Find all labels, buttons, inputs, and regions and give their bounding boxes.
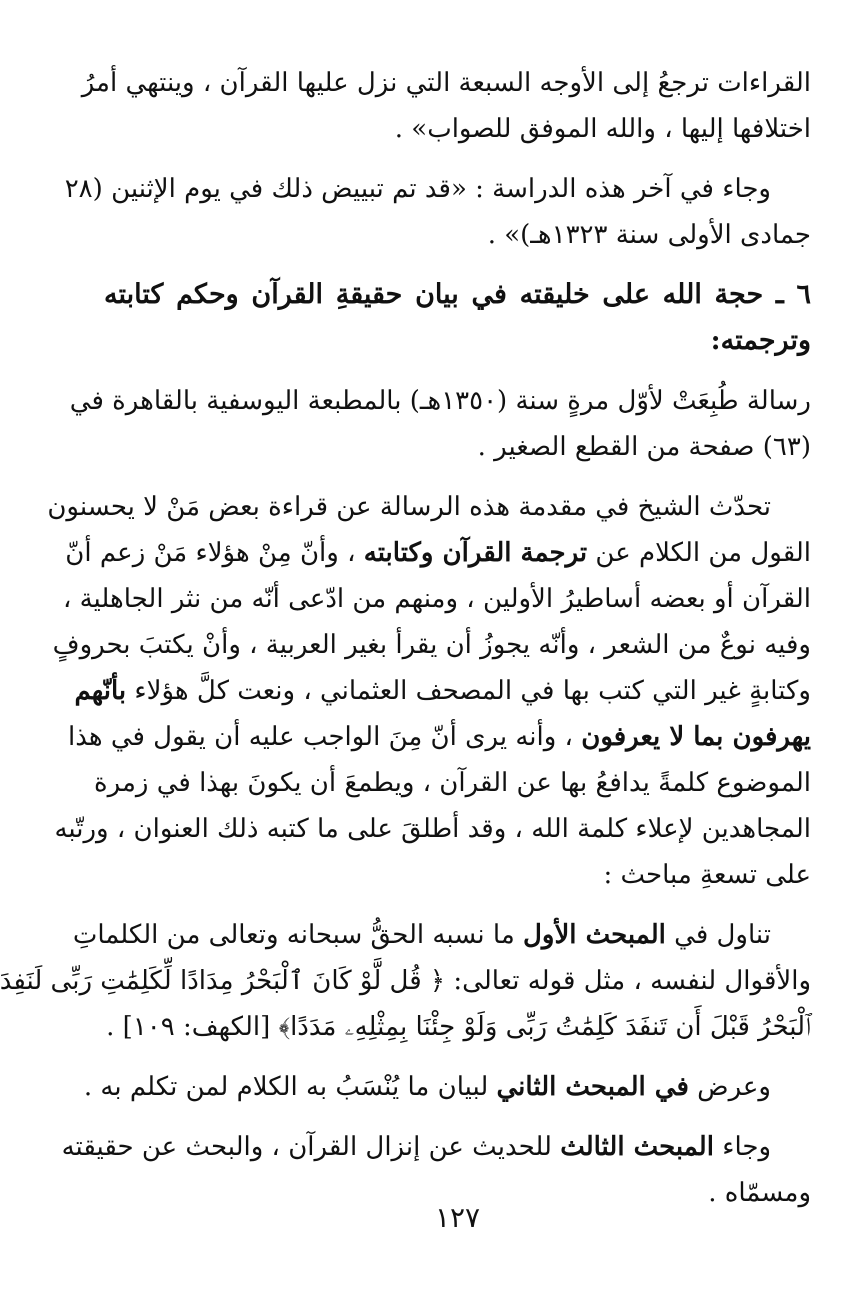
text-line: جمادى الأولى سنة ١٣٢٣هـ)» . <box>487 220 811 250</box>
text-line: على تسعةِ مباحث : <box>603 860 811 890</box>
text-line: رسالة طُبِعَتْ لأوّل مرةٍ سنة (١٣٥٠هـ) بالمطبعة اليوسفية بالقاهرة في <box>69 386 811 416</box>
text-line: وفيه نوعٌ من الشعر ، وأنّه يجوزُ أن يقرأ بغير العربية ، وأنْ يكتبَ بحروفٍ <box>52 630 811 660</box>
text-line: القراءات ترجعُ إلى الأوجه السبعة التي نزل عليها القرآن ، وينتهي أمرُ <box>81 68 811 98</box>
text-run: والأقوال لنفسه ، مثل قوله تعالى: <box>445 966 811 996</box>
text-line: القرآن أو بعضه أساطيرُ الأولين ، ومنهم من ادّعى أنّه من نثر الجاهلية ، <box>62 584 811 614</box>
paragraph-second-topic <box>83 1064 811 1110</box>
paragraph-introduction <box>47 484 811 898</box>
text-run: القول من الكلام عن <box>587 538 811 568</box>
text-run: ما نسبه الحقُّ سبحانه وتعالى من الكلماتِ <box>72 920 524 950</box>
text-line <box>67 714 811 760</box>
text-line <box>83 1064 811 1110</box>
text-line <box>65 530 811 576</box>
text-run: تناول في <box>665 920 771 950</box>
text-line: وجاء في آخر هذه الدراسة : «قد تم تبييض ذلك في يوم الإثنين (٢٨ <box>64 174 771 204</box>
page-number: ١٢٧ <box>434 1201 481 1234</box>
heading-line: ٦ ـ حجة الله على خليقته في بيان حقيقةِ القرآن وحكم كتابته <box>104 279 811 310</box>
text-run: وجاء <box>713 1132 771 1162</box>
bold-phrase: ترجمة القرآن وكتابته <box>363 538 588 568</box>
text-line: المجاهدين لإعلاء كلمة الله ، وقد أطلقَ على ما كتبه ذلك العنوان ، ورتّبه <box>54 814 811 844</box>
text-line <box>72 912 811 958</box>
paragraph-study-date <box>64 166 811 258</box>
bold-phrase: بأنّهم <box>74 676 127 706</box>
paragraph-qiraat-ending <box>81 60 811 152</box>
text-line <box>0 958 811 1004</box>
text-line <box>61 1124 811 1170</box>
paragraph-publication <box>69 378 811 470</box>
text-line: تحدّث الشيخ في مقدمة هذه الرسالة عن قراءة بعض مَنْ لا يحسنون <box>47 492 771 522</box>
section-heading <box>104 272 811 364</box>
text-line: الموضوع كلمةً يدافعُ بها عن القرآن ، ويطمعَ أن يكونَ بهذا في زمرة <box>93 768 811 798</box>
heading-line: وترجمته: <box>710 325 811 356</box>
quran-verse: ٱلْبَحْرُ قَبْلَ أَن تَنفَدَ كَلِمَٰتُ رَبِّى وَلَوْ جِئْنَا بِمِثْلِهِۦ مَدَدًا﴾ <box>278 1012 811 1042</box>
text-run: ، وأنه يرى أنّ مِنَ الواجب عليه أن يقول في هذا <box>67 722 582 752</box>
bold-phrase: يهرفون بما لا يعرفون <box>581 722 811 752</box>
text-run: للحديث عن إنزال القرآن ، والبحث عن حقيقته <box>61 1132 561 1162</box>
text-line <box>104 1004 811 1050</box>
quran-verse: ﴿ قُل لَّوْ كَانَ ٱلْبَحْرُ مِدَادًا لِّكَلِمَٰتِ رَبِّى لَنَفِدَ <box>0 966 446 996</box>
bold-phrase: المبحث الثالث <box>560 1132 714 1162</box>
text-run: لبيان ما يُنْسَبُ به الكلام لمن تكلم به . <box>83 1072 497 1102</box>
text-line: اختلافها إليها ، والله الموفق للصواب» . <box>394 114 811 144</box>
paragraph-first-topic <box>0 912 811 1050</box>
verse-reference: [الكهف: ١٠٩] . <box>106 1012 279 1042</box>
text-line <box>74 668 811 714</box>
text-line: ومسمّاه . <box>708 1178 811 1208</box>
text-line: (٦٣) صفحة من القطع الصغير . <box>477 432 811 462</box>
text-run: ، وأنّ مِنْ هؤلاء مَنْ زعم أنّ <box>65 538 364 568</box>
bold-phrase: المبحث الأول <box>523 920 666 950</box>
bold-phrase: في المبحث الثاني <box>496 1072 689 1102</box>
text-run: وكتابةٍ غير التي كتب بها في المصحف العثماني ، ونعت كلَّ هؤلاء <box>126 676 811 706</box>
text-run: وعرض <box>688 1072 771 1102</box>
